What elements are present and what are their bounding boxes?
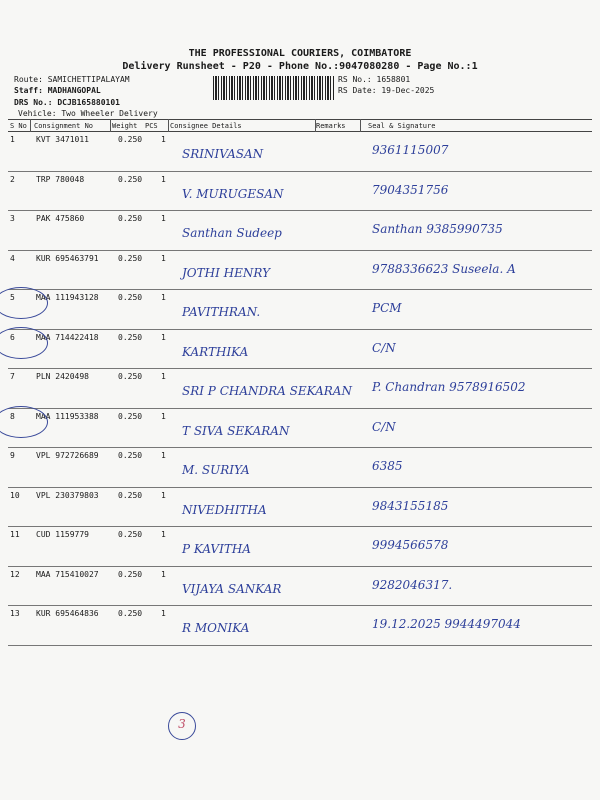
row-consignee-handwriting: VIJAYA SANKAR: [182, 581, 282, 596]
table-header-border: [8, 131, 592, 132]
page-mark-circle: [168, 712, 196, 740]
row-signature-handwriting: 9361115007: [372, 143, 449, 157]
page-mark: 3: [178, 717, 186, 731]
row-weight: 0.250: [118, 293, 143, 302]
col-consignment: Consignment No: [34, 122, 94, 130]
runsheet-subtitle: Delivery Runsheet - P20 - Phone No.:9047080280 - Page No.:1: [122, 61, 478, 72]
row-weight: 0.250: [118, 332, 143, 342]
table-top-border: [8, 119, 592, 120]
row-divider: [8, 408, 592, 409]
table-row: [0, 570, 600, 606]
vehicle-label: Vehicle: Two Wheeler Delivery: [18, 109, 158, 118]
row-divider: [8, 171, 592, 172]
col-seal-signature: Seal & Signature: [368, 122, 436, 130]
row-consignee-handwriting: T SIVA SEKARAN: [182, 423, 290, 438]
row-consignment-no: MAA 714422418: [36, 332, 99, 342]
col-sno: S No: [10, 122, 27, 130]
row-divider: [8, 289, 592, 290]
row-signature-handwriting: 19.12.2025 9944497044: [372, 617, 521, 631]
row-consignment-no: KUR 695464836: [36, 609, 99, 618]
row-weight: 0.250: [118, 372, 143, 381]
row-pcs: 1: [161, 174, 166, 184]
rs-number: RS No.: 1658801: [338, 75, 411, 84]
table-row: [0, 451, 600, 487]
row-signature-handwriting: 9843155185: [372, 498, 449, 513]
row-sno: 12: [10, 569, 20, 579]
row-consignment-no: KVT 3471011: [36, 135, 89, 144]
row-weight: 0.250: [118, 253, 143, 263]
row-consignee-handwriting: R MONIKA: [182, 621, 250, 635]
row-pcs: 1: [161, 569, 166, 579]
row-sno: 2: [10, 174, 15, 184]
row-divider: [8, 368, 592, 369]
table-row: [0, 214, 600, 250]
row-weight: 0.250: [118, 451, 143, 460]
row-pcs: 1: [161, 214, 166, 223]
row-divider: [8, 210, 592, 211]
rs-date: RS Date: 19-Dec-2025: [338, 86, 435, 95]
table-row: [0, 293, 600, 329]
row-consignee-handwriting: P KAVITHA: [182, 542, 251, 556]
row-sno: 5: [10, 293, 15, 302]
row-signature-handwriting: PCM: [372, 301, 402, 315]
row-divider: [8, 329, 592, 330]
row-sno: 4: [10, 253, 15, 263]
route-label: Route: SAMICHETTIPALAYAM: [14, 75, 130, 84]
row-signature-handwriting: 9788336623 Suseela. A: [372, 261, 516, 276]
col-consignee: Consignee Details: [170, 122, 242, 130]
row-pcs: 1: [161, 372, 166, 381]
row-signature-handwriting: C/N: [372, 419, 396, 434]
row-consignee-handwriting: M. SURIYA: [182, 463, 250, 477]
row-divider: [8, 645, 592, 646]
row-consignee-handwriting: Santhan Sudeep: [182, 226, 282, 240]
row-pcs: 1: [161, 530, 166, 539]
row-weight: 0.250: [118, 569, 143, 579]
row-consignment-no: KUR 695463791: [36, 253, 99, 263]
row-sno: 1: [10, 135, 15, 144]
row-consignee-handwriting: V. MURUGESAN: [182, 186, 284, 201]
row-consignment-no: VPL 972726689: [36, 451, 99, 460]
row-signature-handwriting: 6385: [372, 459, 403, 473]
row-weight: 0.250: [118, 609, 143, 618]
row-consignee-handwriting: PAVITHRAN.: [182, 305, 261, 319]
row-consignment-no: PLN 2420498: [36, 372, 89, 381]
table-row: [0, 333, 600, 369]
row-consignee-handwriting: NIVEDHITHA: [182, 502, 267, 517]
row-weight: 0.250: [118, 135, 143, 144]
pen-circle-mark: [0, 327, 48, 359]
row-consignee-handwriting: SRINIVASAN: [182, 147, 264, 161]
row-sno: 3: [10, 214, 15, 223]
staff-label: Staff: MADHANGOPAL: [14, 86, 101, 95]
table-row: [0, 412, 600, 448]
row-sno: 8: [10, 411, 15, 421]
row-consignment-no: MAA 715410027: [36, 569, 99, 579]
row-signature-handwriting: C/N: [372, 340, 396, 355]
col-weight: Weight: [112, 122, 138, 130]
pen-circle-mark: [0, 287, 48, 319]
row-divider: [8, 447, 592, 448]
col-remarks: Remarks: [316, 122, 346, 130]
table-row: [0, 530, 600, 566]
row-pcs: 1: [161, 135, 166, 144]
row-consignee-handwriting: JOTHI HENRY: [182, 265, 270, 280]
row-signature-handwriting: 9994566578: [372, 538, 449, 552]
row-pcs: 1: [161, 451, 166, 460]
col-pcs: PCS: [145, 122, 158, 130]
row-consignment-no: MAA 111943128: [36, 293, 99, 302]
company-title: THE PROFESSIONAL COURIERS, COIMBATORE: [188, 48, 412, 59]
row-signature-handwriting: 9282046317.: [372, 577, 453, 592]
row-divider: [8, 605, 592, 606]
table-row: [0, 609, 600, 645]
column-divider: [110, 119, 111, 132]
row-consignment-no: CUD 1159779: [36, 530, 89, 539]
row-weight: 0.250: [118, 490, 143, 500]
row-weight: 0.250: [118, 174, 143, 184]
row-pcs: 1: [161, 609, 166, 618]
row-divider: [8, 487, 592, 488]
table-row: [0, 254, 600, 290]
drs-number: DRS No.: DCJB165880101: [14, 98, 120, 107]
row-pcs: 1: [161, 253, 166, 263]
table-row: [0, 372, 600, 408]
row-pcs: 1: [161, 411, 166, 421]
row-signature-handwriting: P. Chandran 9578916502: [372, 380, 526, 394]
row-pcs: 1: [161, 490, 166, 500]
row-sno: 9: [10, 451, 15, 460]
row-sno: 10: [10, 490, 20, 500]
row-divider: [8, 250, 592, 251]
row-divider: [8, 566, 592, 567]
column-divider: [360, 119, 361, 132]
table-row: [0, 175, 600, 211]
row-consignment-no: PAK 475860: [36, 214, 85, 223]
row-sno: 13: [10, 609, 20, 618]
row-weight: 0.250: [118, 411, 143, 421]
row-signature-handwriting: 7904351756: [372, 182, 449, 197]
barcode: [213, 76, 335, 100]
row-weight: 0.250: [118, 214, 143, 223]
row-sno: 11: [10, 530, 20, 539]
table-row: [0, 491, 600, 527]
row-weight: 0.250: [118, 530, 143, 539]
row-sno: 6: [10, 332, 15, 342]
pen-circle-mark: [0, 406, 48, 438]
row-consignee-handwriting: SRI P CHANDRA SEKARAN: [182, 384, 352, 398]
column-divider: [30, 119, 31, 132]
row-consignment-no: MAA 111953388: [36, 411, 99, 421]
row-pcs: 1: [161, 293, 166, 302]
row-sno: 7: [10, 372, 15, 381]
row-signature-handwriting: Santhan 9385990735: [372, 222, 503, 236]
row-divider: [8, 526, 592, 527]
table-row: [0, 135, 600, 171]
row-consignment-no: TRP 780048: [36, 174, 85, 184]
row-consignment-no: VPL 230379803: [36, 490, 99, 500]
row-pcs: 1: [161, 332, 166, 342]
column-divider: [168, 119, 169, 132]
row-consignee-handwriting: KARTHIKA: [182, 344, 249, 359]
